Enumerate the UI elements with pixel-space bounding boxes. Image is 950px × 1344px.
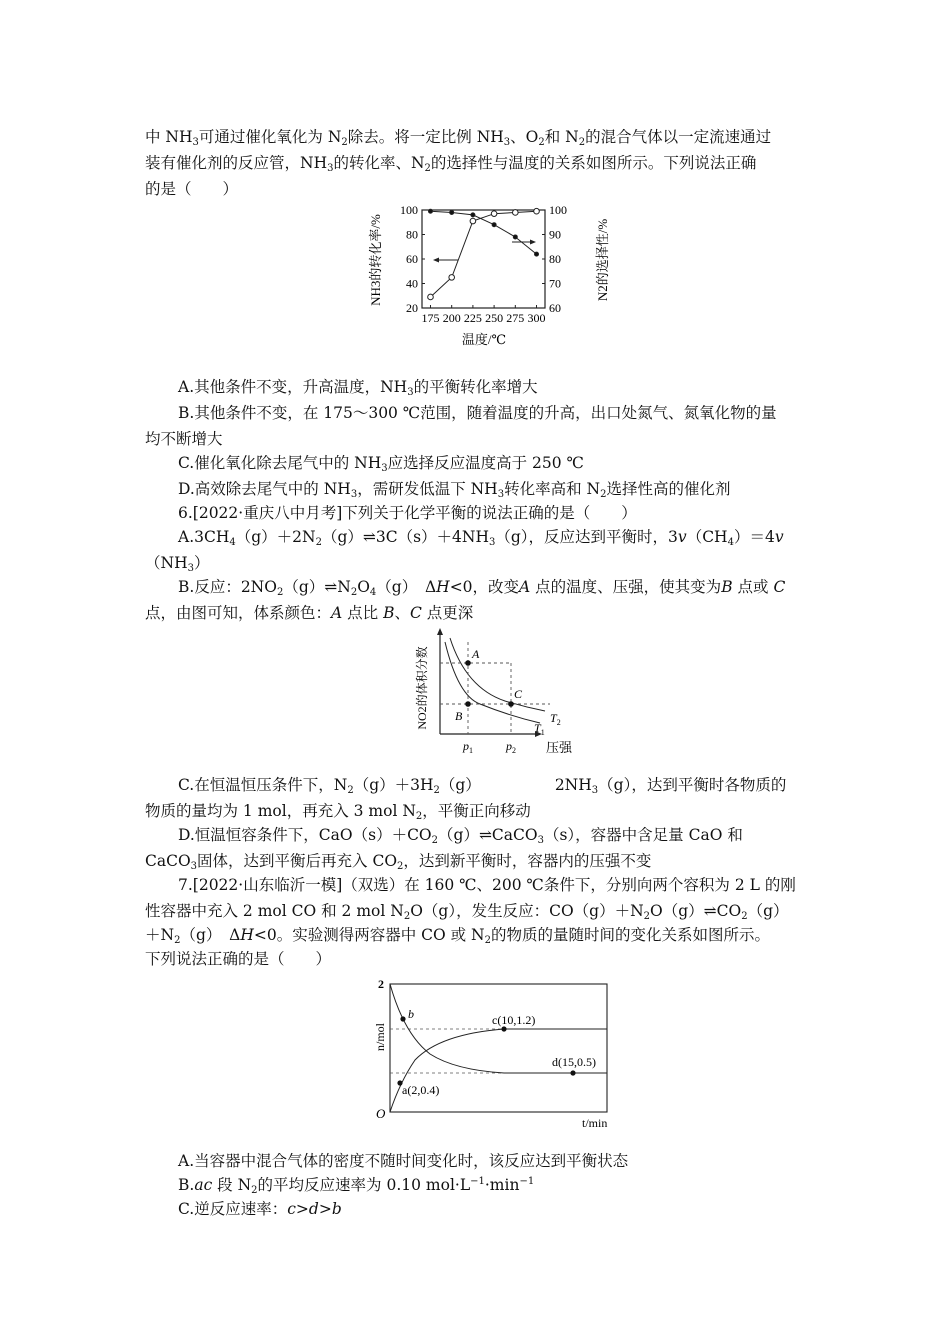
label-a: A — [472, 647, 480, 661]
label-d: d(15,0.5) — [552, 1055, 596, 1069]
q6-option-c-cont: 物质的量均为 1 mol，再充入 3 mol $N_2$，平衡正向移动 — [145, 802, 531, 822]
q6-option-a: $A.3CH_4(g)+2N_2(g)\rightleftharpoons 3C(s)+4NH_3(g)$，反应达到平衡时，$3v(CH_4)=4v$ — [178, 528, 784, 548]
point-a — [465, 660, 471, 666]
origin-label: O — [376, 1106, 386, 1121]
arrowhead-left — [433, 258, 439, 263]
q5-option-b-cont: 均不断增大 — [145, 430, 223, 448]
y-tick-2: 2 — [378, 977, 384, 991]
n2-selectivity-point — [492, 223, 496, 227]
intro-paragraph: 中 $NH_3$可通过催化氧化为 $N_2$除去。将一定比例 $NH_3$、$O_2$和 $N_2$的混合气体以一定流速通过 装有催化剂的反应管，$NH_3$的转化率、$N_2$的选择性与温度的关系如图所示。下列说法正确 的是（ ） — [145, 128, 772, 198]
label-t2: $T_2$ — [550, 711, 561, 727]
y-right-tick-label: 70 — [549, 276, 561, 291]
point-b — [400, 1016, 405, 1021]
label-b: B — [455, 709, 463, 723]
x-axis-label: 温度/℃ — [461, 332, 507, 347]
x-tick-label: 275 — [506, 311, 525, 325]
q6-option-b: B.反应：$2NO_2(g)\rightleftharpoons N_2O_4(g)$ ΔH<0，改变A 点的温度、压强，使其变为B 点或 C — [178, 578, 786, 598]
curve-t2 — [450, 638, 545, 711]
y-axis-label: n/mol — [373, 1022, 387, 1052]
q7-option-b: B.ac 段 $N_2$的平均反应速率为 0.10 $mol\cdot L^{-1}\cdot\min^{-1}$ — [178, 1176, 535, 1196]
n2-selectivity-point — [450, 210, 454, 214]
q7-stem-4: 下列说法正确的是（ ） — [145, 950, 332, 968]
y-axis-arrow — [437, 628, 443, 635]
arrowhead-right — [530, 240, 536, 245]
y-left-tick-label: 20 — [406, 301, 418, 315]
label-c: c(10,1.2) — [492, 1013, 536, 1027]
label-a: a(2,0.4) — [402, 1083, 440, 1097]
point-c — [501, 1026, 506, 1031]
q5-option-c: C.催化氧化除去尾气中的 $NH_3$应选择反应温度高于 250 ℃ — [178, 454, 584, 474]
n2-selectivity-point — [513, 235, 517, 239]
y-right-tick-label: 80 — [549, 252, 561, 266]
q5-option-b: B.其他条件不变，在 175～300 ℃范围，随着温度的升高，出口处氮气、氮氧化物的量 — [178, 404, 777, 422]
x-axis-label: 压强 — [546, 740, 573, 755]
q7-option-a: A.当容器中混合气体的密度不随时间变化时，该反应达到平衡状态 — [178, 1152, 629, 1170]
nh3-conversion-point — [491, 211, 497, 217]
tick-p2: $p_2$ — [506, 739, 516, 755]
q6-stem: 6.[2022·重庆八中月考]下列关于化学平衡的说法正确的是（ ） — [178, 504, 637, 522]
q7-stem-2: 性容器中充入 2 mol CO 和 2 mol $N_2O(g)$，发生反应：$CO(g)+N_2O(g)\rightleftharpoons CO_2(g)$ — [145, 902, 789, 922]
nh3-conversion-point — [470, 218, 476, 224]
q6-option-b-cont: 点，由图可知，体系颜色：A 点比 B、C 点更深 — [145, 604, 474, 622]
point-d — [570, 1070, 575, 1075]
y-left-label: NH3的转化率/% — [368, 214, 383, 306]
q5-option-a: A.其他条件不变，升高温度，$NH_3$的平衡转化率增大 — [178, 378, 538, 398]
conversion-selectivity-chart — [370, 198, 620, 350]
y-right-label: N2的选择性/% — [595, 218, 610, 302]
y-right-tick-label: 100 — [549, 203, 567, 217]
x-tick-label: 250 — [485, 311, 504, 325]
q7-option-c: C.逆反应速率：c>d>b — [178, 1200, 342, 1218]
n2-selectivity-point — [535, 252, 539, 256]
q6-option-c: C.在恒温恒压条件下，$N_2(g)+3H_2(g)$ $2NH_3(g)$，达到平衡时各物质的 — [178, 776, 787, 796]
point-c — [508, 701, 514, 707]
y-right-tick-label: 90 — [549, 227, 561, 242]
n-vs-time-chart — [370, 972, 615, 1132]
x-tick-label: 225 — [463, 311, 482, 325]
x-tick-label: 200 — [442, 311, 461, 325]
y-axis-label: NO2的体积分数 — [415, 646, 429, 730]
x-axis-label: t/min — [582, 1116, 608, 1130]
x-tick-label: 175 — [421, 311, 440, 325]
q6-option-d-cont: CaCO$_3$固体，达到平衡后再充入 $CO_2$，达到新平衡时，容器内的压强不变 — [145, 852, 652, 872]
n2-selectivity-point — [471, 213, 475, 217]
q6-option-a-cont: $(NH_3)$ — [145, 554, 210, 574]
q5-option-d: D.高效除去尾气中的 $NH_3$，需研发低温下 $NH_3$转化率高和 $N_2$选择性高的催化剂 — [178, 480, 731, 500]
nh3-conversion-point — [428, 294, 434, 300]
label-t1: $T_1$ — [534, 721, 545, 737]
n2-selectivity-point — [428, 209, 432, 213]
q7-stem-3: $+N_2(g)$ ΔH<0。实验测得两容器中 CO 或 $N_2$的物质的量随时间的变化关系如图所示。 — [145, 926, 771, 946]
point-b — [465, 701, 471, 707]
y-right-tick-label: 60 — [549, 301, 561, 315]
n2-curve — [390, 1029, 504, 1112]
y-left-tick-label: 100 — [400, 203, 418, 217]
series-line-nh3-conversion — [431, 211, 537, 297]
y-left-tick-label: 80 — [406, 227, 418, 242]
plot-frame — [422, 210, 545, 308]
y-left-tick-label: 60 — [406, 252, 418, 266]
nh3-conversion-point — [534, 208, 540, 214]
nh3-conversion-point — [513, 210, 519, 216]
x-tick-label: 300 — [527, 311, 546, 325]
label-c: C — [514, 687, 523, 701]
q6-option-d: D.恒温恒容条件下，$CaO(s)+CO_2(g)\rightleftharpoons CaCO_3(s)$，容器中含足量 CaO 和 — [178, 826, 743, 846]
no2-fraction-pressure-chart — [410, 628, 585, 764]
label-b: b — [408, 1007, 414, 1021]
q7-stem-1: 7.[2022·山东临沂一模]（双选）在 160 ℃、200 ℃条件下，分别向两个容积为 2 L 的刚 — [178, 876, 796, 894]
tick-p1: $p_1$ — [463, 739, 473, 755]
nh3-conversion-point — [449, 275, 455, 281]
y-left-tick-label: 40 — [406, 276, 418, 291]
